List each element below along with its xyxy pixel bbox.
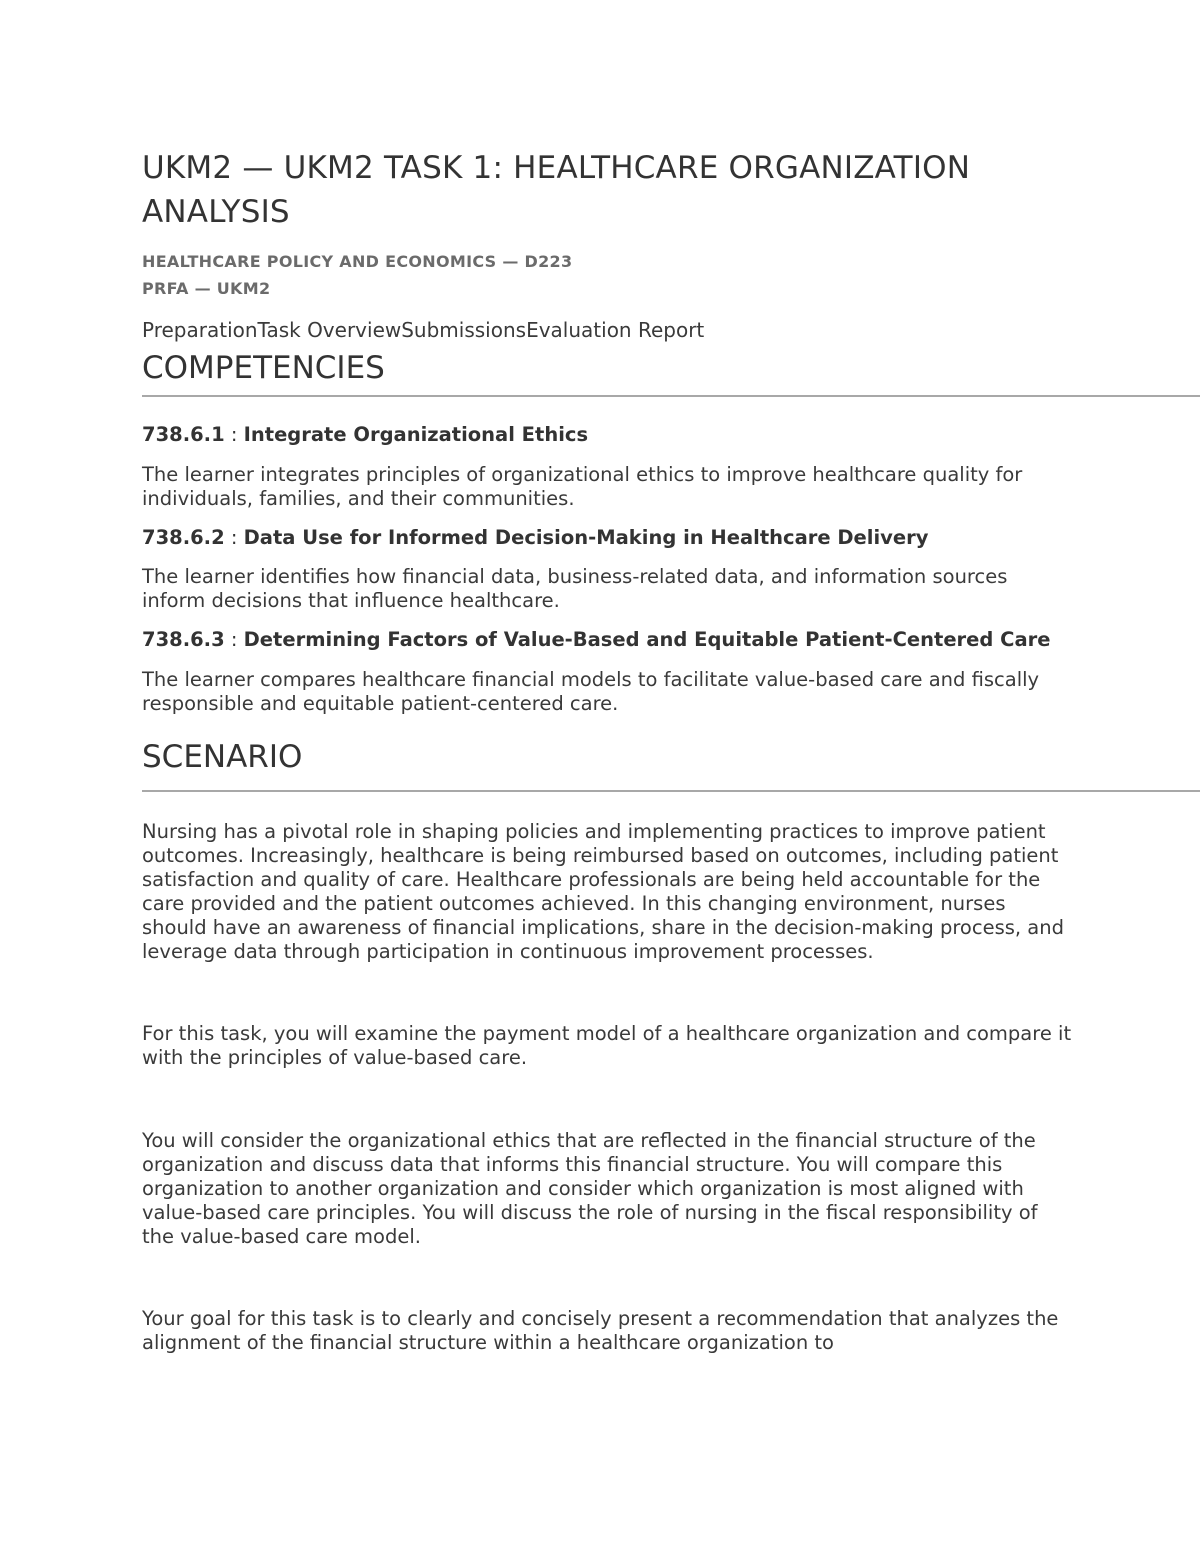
competency-code: 738.6.3 [142,628,225,651]
section-divider [142,790,1200,792]
competency-title [142,423,1072,447]
course-name: HEALTHCARE POLICY AND ECONOMICS — D223 [142,252,573,271]
competency-description: The learner integrates principles of organizational ethics to improve healthcare quality for individuals, families, and their communities. [142,463,1023,510]
competency-name: Data Use for Informed Decision-Making in Healthcare Delivery [243,526,929,549]
competency-separator: : [224,526,244,549]
competency-title [142,526,1072,550]
scenario-paragraph: Nursing has a pivotal role in shaping policies and implementing practices to improve patient outcomes. Increasingly, healthcare is being reimbursed based on outcomes, including patient satisfaction and quality of care. Healthcare professionals are being held accountable for the care provided and the patient outcomes achieved. In this changing environment, nurses should have an awareness of financial implications, share in the decision-making process, and leverage data through participation in continuous improvement processes. [142,820,1064,963]
competency-code: 738.6.1 [142,423,225,446]
section-divider [142,395,1200,397]
assessment-code: PRFA — UKM2 [142,279,271,298]
competency-description: The learner compares healthcare financial models to facilitate value-based care and fiscally responsible and equitable patient-centered care. [142,668,1040,715]
competencies-heading: COMPETENCIES [142,350,385,386]
competency-separator: : [224,423,244,446]
document-page [142,146,1200,1355]
tab-task-overview[interactable]: Task Overview [257,318,402,342]
page-title: UKM2 — UKM2 TASK 1: HEALTHCARE ORGANIZATION ANALYSIS [142,150,971,230]
tab-submissions[interactable]: Submissions [401,318,527,342]
scenario-paragraph: You will consider the organizational ethics that are reflected in the financial structure of the organization and discuss data that informs this financial structure. You will compare this organization to another organization and consider which organization is most aligned with value-based care principles. You will discuss the role of nursing in the fiscal responsibility of the value-based care model. [142,1129,1038,1248]
competency-code: 738.6.2 [142,526,225,549]
competency-name: Integrate Organizational Ethics [243,423,589,446]
tab-preparation[interactable]: Preparation [142,318,258,342]
competency-description: The learner identifies how financial data, business-related data, and information sources inform decisions that influence healthcare. [142,565,1008,612]
scenario-paragraph: For this task, you will examine the payment model of a healthcare organization and compare it with the principles of value-based care. [142,1022,1072,1069]
competency-title [142,628,1072,652]
scenario-paragraph: Your goal for this task is to clearly and concisely present a recommendation that analyzes the alignment of the financial structure within a healthcare organization to [142,1307,1059,1354]
course-info [142,248,1200,302]
task-nav-tabs [142,317,1200,343]
competency-name: Determining Factors of Value-Based and Equitable Patient-Centered Care [243,628,1051,651]
scenario-heading: SCENARIO [142,739,303,775]
tab-evaluation-report[interactable]: Evaluation Report [526,318,705,342]
competency-separator: : [224,628,244,651]
